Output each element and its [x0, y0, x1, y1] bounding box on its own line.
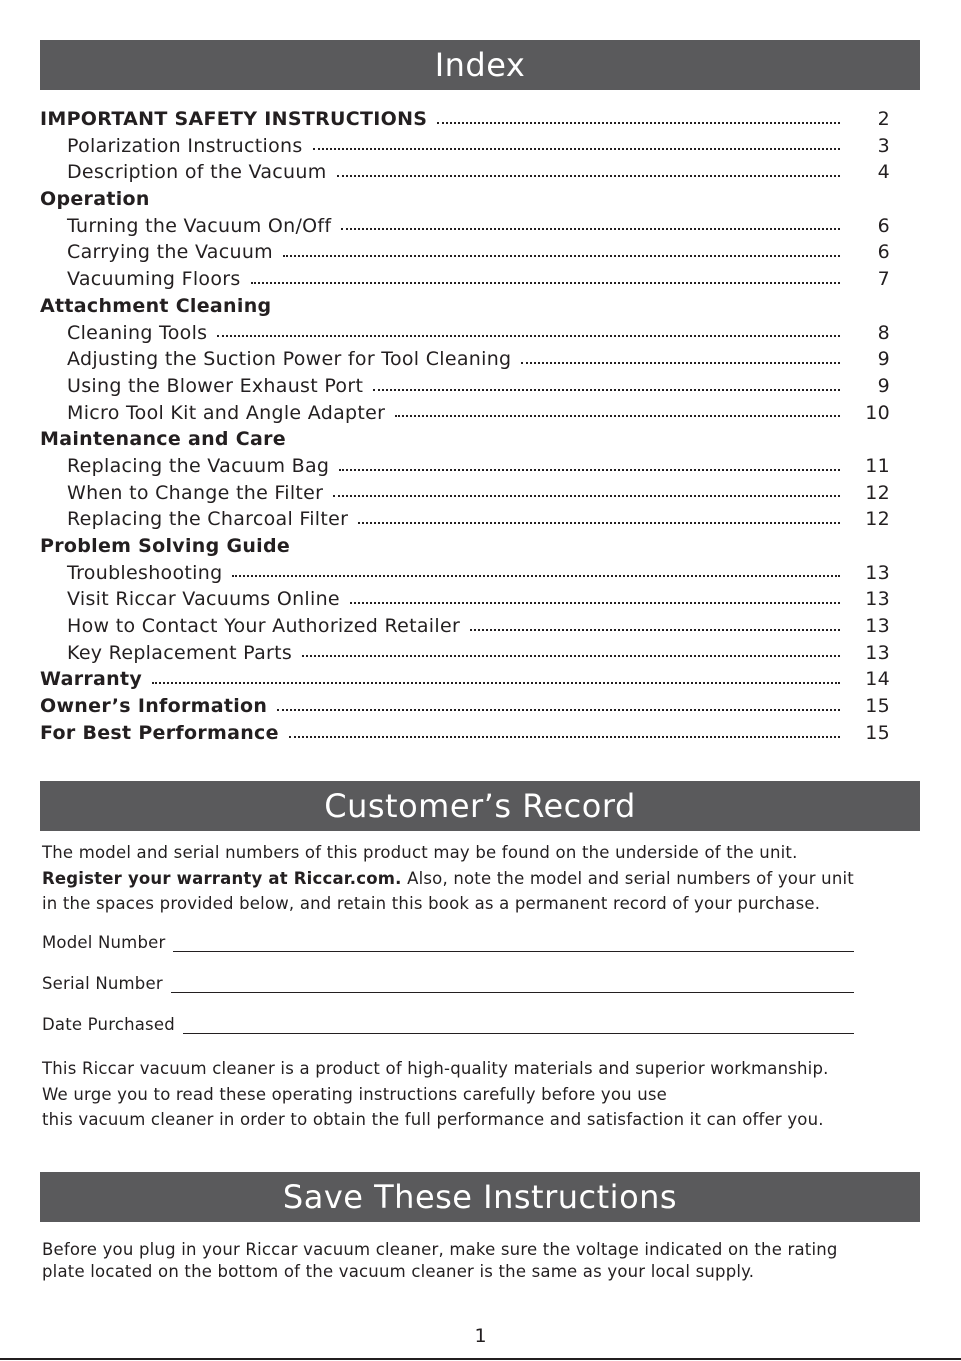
toc-leader-dots	[437, 121, 840, 124]
toc-section-row	[40, 186, 890, 213]
toc-label: Owner’s Information	[40, 695, 268, 718]
toc-leader-dots	[283, 254, 840, 257]
toc-label: Description of the Vacuum	[67, 161, 327, 184]
save-line-2: plate located on the bottom of the vacuum cleaner is the same as your local supply.	[42, 1262, 755, 1281]
toc-label: Troubleshooting	[67, 561, 223, 584]
intro-line-2-rest: Also, note the model and serial numbers of your unit	[401, 868, 854, 888]
toc-entry-row	[40, 613, 890, 640]
toc-page-number: 13	[865, 588, 890, 611]
toc-entry-row	[40, 506, 890, 533]
toc-label: Turning the Vacuum On/Off	[67, 214, 332, 237]
toc-page-number: 10	[865, 401, 890, 424]
toc-entry-row	[40, 213, 890, 240]
closing-line-2: We urge you to read these operating instructions carefully before you use	[42, 1084, 668, 1104]
register-warranty-text: Register your warranty at Riccar.com.	[42, 868, 402, 888]
toc-leader-dots	[373, 388, 840, 391]
toc-page-number: 4	[877, 161, 890, 184]
toc-page-number: 12	[865, 481, 890, 504]
model-number-field	[42, 933, 854, 952]
toc-page-number: 13	[865, 615, 890, 638]
page-number: 1	[474, 1325, 487, 1347]
bottom-rule	[0, 1358, 961, 1360]
toc-leader-dots	[341, 227, 840, 230]
toc-section-row	[40, 426, 890, 453]
customer-record-closing	[42, 1056, 882, 1133]
toc-label: Polarization Instructions	[67, 134, 303, 157]
toc-section-row	[40, 666, 890, 693]
toc-label: For Best Performance	[40, 721, 279, 744]
toc-entry-row	[40, 239, 890, 266]
index-heading	[40, 40, 920, 90]
toc-entry-row	[40, 373, 890, 400]
toc-page-number: 2	[877, 108, 890, 130]
toc-leader-dots	[333, 494, 840, 497]
toc-label: Operation	[40, 188, 150, 211]
toc-page-number: 6	[877, 241, 890, 264]
toc-leader-dots	[277, 708, 840, 711]
toc-section-row	[40, 720, 890, 747]
date-purchased-blank	[183, 1015, 854, 1034]
toc-entry-row	[40, 586, 890, 613]
toc-page-number: 9	[877, 348, 890, 371]
toc-page-number: 15	[865, 721, 890, 744]
save-instructions-heading	[40, 1172, 920, 1222]
toc-entry-row	[40, 640, 890, 667]
toc-leader-dots	[302, 654, 840, 657]
save-line-1: Before you plug in your Riccar vacuum cleaner, make sure the voltage indicated on the rating	[42, 1240, 838, 1259]
toc-entry-row	[40, 320, 890, 347]
toc-entry-row	[40, 480, 890, 507]
toc-label: Cleaning Tools	[67, 321, 208, 344]
toc-page-number: 7	[877, 268, 890, 291]
toc-label: Visit Riccar Vacuums Online	[67, 588, 340, 611]
toc-leader-dots	[289, 735, 840, 738]
toc-leader-dots	[350, 601, 840, 604]
serial-number-blank	[171, 974, 854, 993]
table-of-contents	[40, 106, 890, 747]
toc-section-row	[40, 533, 890, 560]
index-title: Index	[434, 46, 526, 84]
toc-leader-dots	[152, 681, 840, 684]
toc-leader-dots	[251, 281, 840, 284]
toc-label: Replacing the Vacuum Bag	[67, 454, 330, 477]
toc-label: When to Change the Filter	[67, 481, 324, 504]
serial-number-field	[42, 974, 854, 993]
toc-section-row	[40, 693, 890, 720]
toc-leader-dots	[232, 574, 840, 577]
toc-page-number: 14	[865, 668, 890, 691]
toc-leader-dots	[470, 628, 840, 631]
toc-page-number: 13	[865, 641, 890, 664]
toc-page-number: 3	[877, 134, 890, 157]
toc-page-number: 12	[865, 508, 890, 531]
toc-page-number: 11	[865, 454, 890, 477]
toc-entry-row	[40, 560, 890, 587]
toc-label: Maintenance and Care	[40, 428, 286, 451]
model-number-blank	[173, 933, 854, 952]
toc-page-number: 13	[865, 561, 890, 584]
toc-label: Micro Tool Kit and Angle Adapter	[67, 401, 386, 424]
customer-record-heading	[40, 781, 920, 831]
customer-record-intro	[42, 840, 882, 917]
toc-label: Using the Blower Exhaust Port	[67, 374, 364, 397]
closing-line-1: This Riccar vacuum cleaner is a product of high-quality materials and superior workmanship.	[42, 1059, 829, 1078]
save-instructions-text	[42, 1239, 882, 1283]
intro-line-3: in the spaces provided below, and retain this book as a permanent record of your purchase.	[42, 894, 821, 914]
toc-leader-dots	[217, 334, 840, 337]
toc-label: Warranty	[40, 668, 143, 691]
toc-section-row	[40, 106, 890, 133]
toc-entry-row	[40, 400, 890, 427]
intro-line-2	[42, 866, 882, 892]
toc-leader-dots	[313, 147, 840, 150]
toc-leader-dots	[339, 468, 840, 471]
date-purchased-field	[42, 1015, 854, 1034]
toc-leader-dots	[395, 414, 840, 417]
toc-label: Replacing the Charcoal Filter	[67, 508, 349, 531]
toc-label: Carrying the Vacuum	[67, 241, 273, 264]
toc-page-number: 9	[877, 374, 890, 397]
toc-label: Vacuuming Floors	[67, 268, 241, 291]
toc-page-number: 8	[877, 321, 890, 344]
toc-label: How to Contact Your Authorized Retailer	[67, 615, 461, 638]
toc-leader-dots	[521, 361, 840, 364]
customer-record-title: Customer’s Record	[324, 787, 636, 825]
intro-line-1: The model and serial numbers of this product may be found on the underside of the unit.	[42, 843, 798, 862]
toc-label: Key Replacement Parts	[67, 641, 293, 664]
toc-section-row	[40, 293, 890, 320]
serial-number-label: Serial Number	[42, 974, 163, 993]
toc-entry-row	[40, 133, 890, 160]
save-instructions-title: Save These Instructions	[282, 1178, 678, 1216]
toc-leader-dots	[358, 521, 840, 524]
toc-page-number: 15	[865, 695, 890, 718]
closing-line-3: this vacuum cleaner in order to obtain the full performance and satisfaction it can offer you.	[42, 1110, 824, 1130]
toc-page-number: 6	[877, 214, 890, 237]
toc-label: Problem Solving Guide	[40, 535, 291, 557]
toc-leader-dots	[337, 174, 840, 177]
model-number-label: Model Number	[42, 933, 166, 952]
date-purchased-label: Date Purchased	[42, 1015, 175, 1034]
toc-label: Attachment Cleaning	[40, 294, 272, 317]
toc-entry-row	[40, 266, 890, 293]
toc-label: Adjusting the Suction Power for Tool Cleaning	[67, 348, 512, 371]
toc-label: IMPORTANT SAFETY INSTRUCTIONS	[40, 108, 428, 130]
toc-entry-row	[40, 346, 890, 373]
toc-entry-row	[40, 453, 890, 480]
toc-entry-row	[40, 159, 890, 186]
